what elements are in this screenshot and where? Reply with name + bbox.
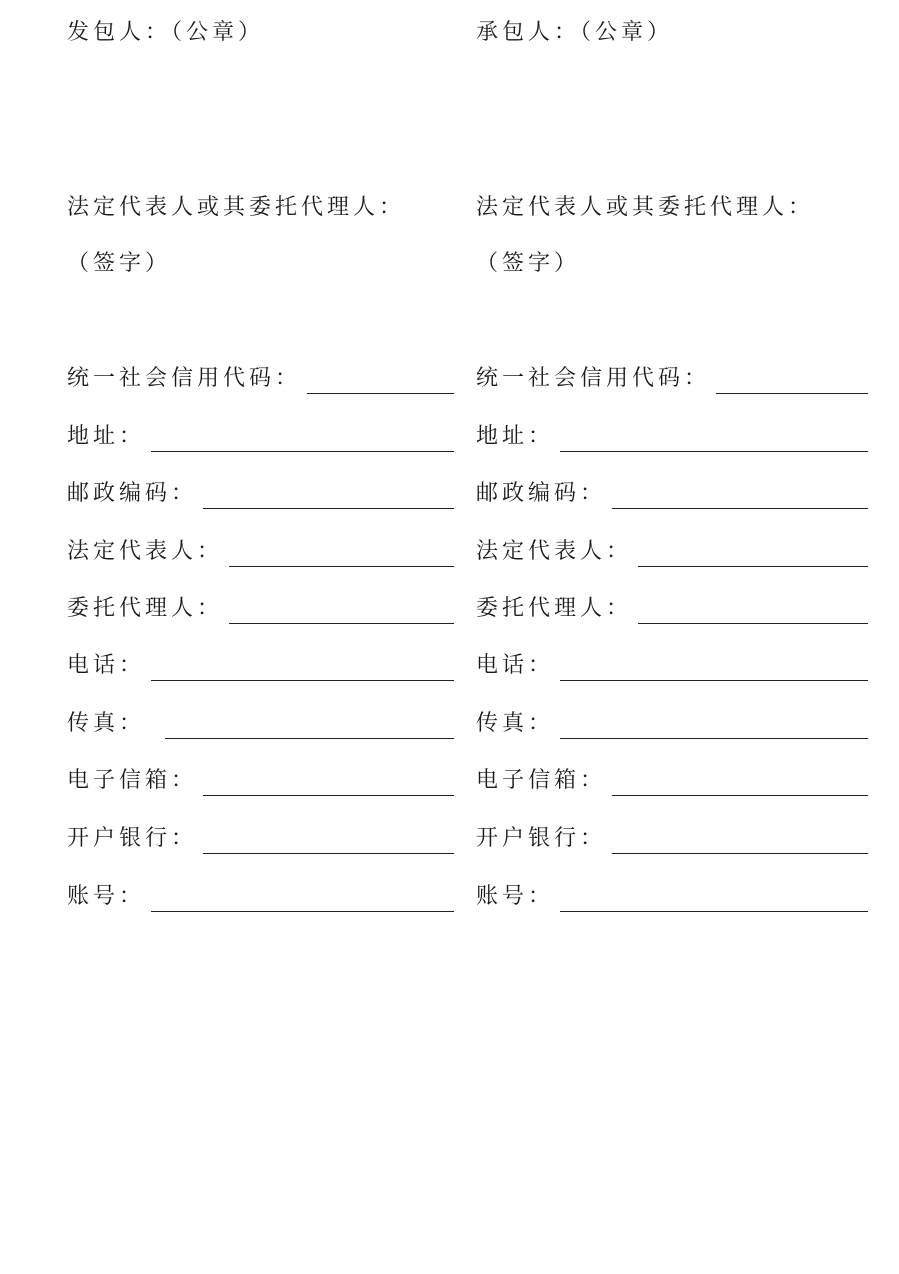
contractor-agent-field	[476, 594, 868, 624]
employer-seal-label: 发包人：（公章）	[67, 20, 265, 45]
field-label: 开户银行：	[476, 826, 607, 851]
employer-fax-field	[67, 709, 454, 739]
fax-blank[interactable]	[165, 716, 454, 739]
email-blank[interactable]	[203, 773, 454, 796]
employer-legal-rep-field	[67, 537, 454, 567]
credit-code-blank[interactable]	[716, 371, 868, 394]
field-label: 开户银行：	[67, 826, 198, 851]
field-label: 委托代理人：	[476, 596, 633, 621]
credit-code-blank[interactable]	[307, 371, 454, 394]
phone-blank[interactable]	[560, 658, 868, 681]
address-blank[interactable]	[151, 429, 454, 452]
field-label: 邮政编码：	[67, 481, 198, 506]
employer-address-field	[67, 422, 454, 452]
field-label: 账号：	[67, 884, 146, 909]
employer-phone-field	[67, 651, 454, 681]
bank-blank[interactable]	[612, 831, 868, 854]
field-label: 邮政编码：	[476, 481, 607, 506]
contractor-bank-field	[476, 824, 868, 854]
fax-blank[interactable]	[560, 716, 868, 739]
contractor-email-field	[476, 766, 868, 796]
postcode-blank[interactable]	[612, 486, 868, 509]
contractor-address-field	[476, 422, 868, 452]
field-label: 法定代表人：	[67, 539, 224, 564]
contractor-account-field	[476, 882, 868, 912]
postcode-blank[interactable]	[203, 486, 454, 509]
contractor-fax-field	[476, 709, 868, 739]
field-label: 地址：	[476, 424, 555, 449]
agent-blank[interactable]	[229, 601, 454, 624]
employer-email-field	[67, 766, 454, 796]
contractor-phone-field	[476, 651, 868, 681]
field-label: 法定代表人：	[476, 539, 633, 564]
employer-bank-field	[67, 824, 454, 854]
field-label: 电话：	[476, 653, 555, 678]
legal-rep-blank[interactable]	[638, 544, 868, 567]
field-label: 委托代理人：	[67, 596, 224, 621]
contractor-seal-label: 承包人：（公章）	[476, 20, 674, 45]
legal-rep-blank[interactable]	[229, 544, 454, 567]
field-label: 地址：	[67, 424, 146, 449]
phone-blank[interactable]	[151, 658, 454, 681]
agent-blank[interactable]	[638, 601, 868, 624]
employer-credit-code-field	[67, 364, 454, 394]
field-label: 电话：	[67, 653, 146, 678]
email-blank[interactable]	[612, 773, 868, 796]
address-blank[interactable]	[560, 429, 868, 452]
field-label: 统一社会信用代码：	[67, 366, 302, 391]
contractor-signature-label: （签字）	[476, 251, 581, 276]
employer-postcode-field	[67, 479, 454, 509]
contractor-postcode-field	[476, 479, 868, 509]
contractor-credit-code-field	[476, 364, 868, 394]
field-label: 电子信箱：	[476, 768, 607, 793]
field-label: 电子信箱：	[67, 768, 198, 793]
employer-account-field	[67, 882, 454, 912]
field-label: 传真：	[67, 711, 146, 736]
employer-signature-label: （签字）	[67, 251, 172, 276]
account-blank[interactable]	[560, 889, 868, 912]
contractor-legal-rep-field	[476, 537, 868, 567]
field-label: 统一社会信用代码：	[476, 366, 711, 391]
employer-representative-label: 法定代表人或其委托代理人：	[67, 195, 406, 220]
employer-agent-field	[67, 594, 454, 624]
contractor-representative-label: 法定代表人或其委托代理人：	[476, 195, 815, 220]
account-blank[interactable]	[151, 889, 454, 912]
field-label: 传真：	[476, 711, 555, 736]
bank-blank[interactable]	[203, 831, 454, 854]
field-label: 账号：	[476, 884, 555, 909]
